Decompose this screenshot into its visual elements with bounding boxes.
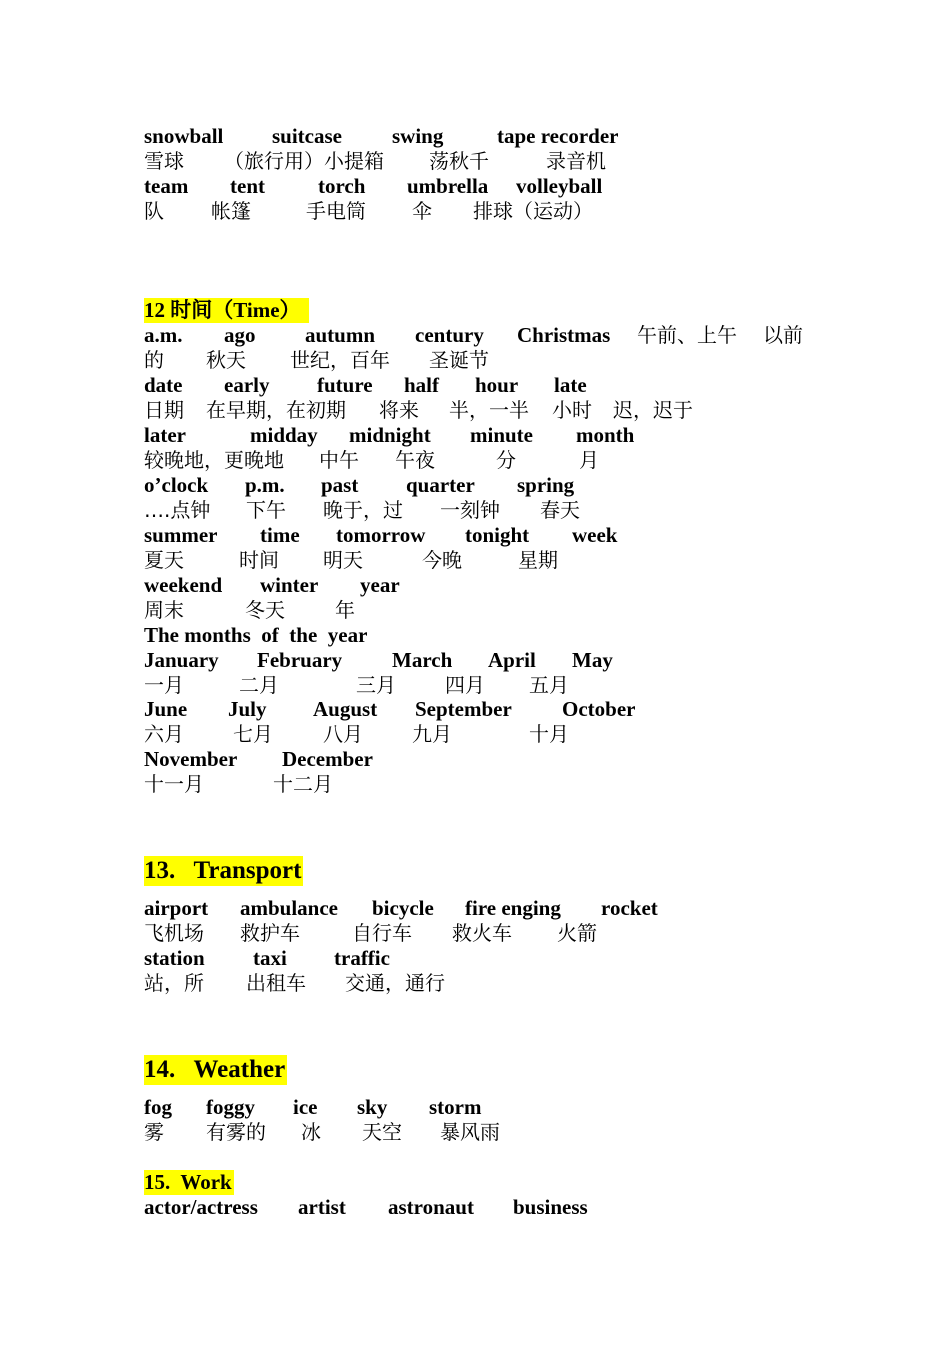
vocab-word: sky xyxy=(357,1095,388,1119)
vocab-meaning: 暴风雨 xyxy=(440,1120,500,1144)
vocab-word: half xyxy=(404,373,440,397)
vocab-word: swing xyxy=(392,124,444,148)
vocab-meaning: ….点钟 xyxy=(144,498,211,522)
vocab-word: business xyxy=(513,1195,588,1219)
vocab-meaning: 三月 xyxy=(356,673,396,697)
vocab-meaning: 飞机场 xyxy=(144,921,204,945)
vocab-word: June xyxy=(144,697,188,721)
vocab-meaning: 时间 xyxy=(239,548,279,572)
vocab-meaning: 夏天 xyxy=(144,548,184,572)
vocab-word: ambulance xyxy=(240,896,339,920)
vocab-word: Christmas xyxy=(517,323,611,347)
vocab-word: April xyxy=(488,648,536,672)
vocab-meaning: 救火车 xyxy=(452,921,512,945)
vocab-word: actor/actress xyxy=(144,1195,258,1219)
vocab-row-english xyxy=(144,174,603,199)
vocab-word: date xyxy=(144,373,183,397)
vocab-word: minute xyxy=(470,423,533,447)
vocab-row-english xyxy=(144,1095,482,1120)
vocab-word: snowball xyxy=(144,124,224,148)
vocab-word: station xyxy=(144,946,205,970)
section-heading-weather: 14. Weather xyxy=(144,1056,286,1083)
vocab-meaning: 交通，通行 xyxy=(345,971,445,995)
vocab-meaning: 以前 xyxy=(763,323,803,347)
vocab-row-english xyxy=(144,1195,588,1220)
vocab-meaning: 日期 xyxy=(144,398,184,422)
vocab-meaning: 圣诞节 xyxy=(429,348,489,372)
vocab-word: summer xyxy=(144,523,218,547)
vocab-row-chinese xyxy=(144,921,597,946)
vocab-meaning: 冬天 xyxy=(245,598,285,622)
vocab-meaning: 冰 xyxy=(301,1120,321,1144)
vocab-row-chinese xyxy=(144,398,693,423)
vocab-word: September xyxy=(415,697,512,721)
vocab-meaning: 小时 xyxy=(552,398,592,422)
vocab-meaning: 九月 xyxy=(412,722,452,746)
vocab-meaning: 救护车 xyxy=(240,921,300,945)
vocab-meaning: 的 xyxy=(144,348,164,372)
section-heading-work: 15. Work xyxy=(144,1170,232,1194)
vocab-row-english xyxy=(144,373,587,398)
vocab-word: p.m. xyxy=(245,473,285,497)
vocab-word: month xyxy=(576,423,635,447)
vocab-row-chinese xyxy=(144,673,569,698)
vocab-word: winter xyxy=(260,573,319,597)
vocab-word: rocket xyxy=(601,896,658,920)
vocab-meaning: 一刻钟 xyxy=(440,498,500,522)
vocab-meaning: 星期 xyxy=(518,548,558,572)
vocab-meaning: 一月 xyxy=(144,673,184,697)
vocab-row-chinese xyxy=(144,199,593,224)
vocab-row-chinese xyxy=(144,149,606,174)
vocab-word: fire enging xyxy=(465,896,561,920)
vocab-word: March xyxy=(392,648,453,672)
vocab-meaning: 午前、上午 xyxy=(637,323,737,347)
vocab-word: volleyball xyxy=(516,174,603,198)
vocab-meaning: 月 xyxy=(579,448,599,472)
vocab-row-english xyxy=(144,124,619,149)
vocab-word: future xyxy=(317,373,373,397)
vocab-word: quarter xyxy=(406,473,475,497)
vocab-row-chinese xyxy=(144,1120,500,1145)
vocab-meaning: 在早期，在初期 xyxy=(206,398,346,422)
vocab-meaning: 午夜 xyxy=(395,448,435,472)
vocab-meaning: 录音机 xyxy=(546,149,606,173)
vocab-row-chinese xyxy=(144,598,355,623)
vocab-meaning: 十一月 xyxy=(144,772,204,796)
vocab-row-english xyxy=(144,946,390,971)
vocab-meaning: 晚于，过 xyxy=(323,498,403,522)
vocab-row-chinese xyxy=(144,772,333,797)
vocab-word: November xyxy=(144,747,238,771)
vocab-word: tent xyxy=(230,174,265,198)
vocab-word: traffic xyxy=(334,946,390,970)
vocab-row-english xyxy=(144,423,635,448)
vocab-meaning: 秋天 xyxy=(206,348,246,372)
vocab-word: spring xyxy=(517,473,575,497)
vocab-meaning: 排球（运动） xyxy=(473,199,593,223)
vocab-word: August xyxy=(313,697,378,721)
vocab-meaning: （旅行用）小提箱 xyxy=(224,149,384,173)
vocab-meaning: 下午 xyxy=(246,498,286,522)
vocab-row-chinese xyxy=(144,448,599,473)
vocab-word: team xyxy=(144,174,189,198)
vocab-meaning: 明天 xyxy=(323,548,363,572)
vocab-word: foggy xyxy=(206,1095,255,1119)
vocab-word: bicycle xyxy=(372,896,434,920)
vocab-meaning: 出租车 xyxy=(246,971,306,995)
vocab-word: century xyxy=(415,323,484,347)
vocab-word: year xyxy=(360,573,400,597)
vocab-meaning: 四月 xyxy=(445,673,485,697)
vocab-row-english xyxy=(144,523,618,548)
vocab-meaning: 十月 xyxy=(529,722,569,746)
vocab-meaning: 手电筒 xyxy=(306,199,366,223)
vocab-row-english xyxy=(144,747,373,772)
vocab-word: late xyxy=(554,373,587,397)
vocab-meaning: 春天 xyxy=(540,498,580,522)
vocab-meaning: 自行车 xyxy=(352,921,412,945)
vocab-meaning: 今晚 xyxy=(422,548,462,572)
vocab-meaning: 周末 xyxy=(144,598,184,622)
vocab-meaning: 荡秋千 xyxy=(429,149,489,173)
vocab-meaning: 世纪，百年 xyxy=(290,348,390,372)
vocab-word: later xyxy=(144,423,186,447)
vocab-row-english xyxy=(144,648,613,673)
vocab-word: ago xyxy=(224,323,256,347)
vocab-word: suitcase xyxy=(272,124,342,148)
vocab-row-english xyxy=(144,473,575,498)
vocab-word: weekend xyxy=(144,573,223,597)
section-heading-transport: 13. Transport xyxy=(144,857,302,884)
vocab-meaning: 雾 xyxy=(144,1120,164,1144)
vocab-meaning: 六月 xyxy=(144,722,184,746)
vocab-meaning: 帐篷 xyxy=(211,199,251,223)
vocab-word: hour xyxy=(475,373,519,397)
vocab-meaning: 队 xyxy=(144,199,164,223)
vocab-word: fog xyxy=(144,1095,172,1119)
vocab-meaning: 八月 xyxy=(323,722,363,746)
vocab-meaning: 伞 xyxy=(412,199,432,223)
vocab-word: ice xyxy=(293,1095,318,1119)
vocab-meaning: 站，所 xyxy=(144,971,204,995)
subheading-text: The months of the year xyxy=(144,623,368,647)
vocab-row-chinese xyxy=(144,498,580,523)
vocab-word: tape recorder xyxy=(497,124,619,148)
vocab-row-english xyxy=(144,323,803,348)
vocab-row-chinese xyxy=(144,548,558,573)
vocab-meaning: 十二月 xyxy=(273,772,333,796)
vocab-word: July xyxy=(228,697,267,721)
vocab-meaning: 二月 xyxy=(239,673,279,697)
vocab-row-chinese xyxy=(144,348,489,373)
vocab-meaning: 较晚地，更晚地 xyxy=(144,448,284,472)
vocab-word: storm xyxy=(429,1095,482,1119)
vocab-row-chinese xyxy=(144,971,445,996)
vocab-word: torch xyxy=(318,174,366,198)
vocab-word: autumn xyxy=(305,323,376,347)
vocab-word: tonight xyxy=(465,523,530,547)
vocab-word: February xyxy=(257,648,343,672)
section-heading-time: 12 时间（Time） xyxy=(144,298,309,323)
vocab-meaning: 五月 xyxy=(529,673,569,697)
vocab-word: early xyxy=(224,373,270,397)
vocab-word: umbrella xyxy=(407,174,489,198)
vocab-word: o’clock xyxy=(144,473,209,497)
vocab-word: tomorrow xyxy=(336,523,426,547)
vocab-word: midday xyxy=(250,423,318,447)
vocab-meaning: 半，一半 xyxy=(449,398,529,422)
vocab-word: midnight xyxy=(349,423,431,447)
vocab-word: October xyxy=(562,697,636,721)
vocab-meaning: 年 xyxy=(335,598,355,622)
vocab-meaning: 分 xyxy=(496,448,516,472)
vocab-row-english xyxy=(144,697,636,722)
vocab-row-english xyxy=(144,896,658,921)
vocab-meaning: 将来 xyxy=(379,398,419,422)
vocab-meaning: 有雾的 xyxy=(206,1120,266,1144)
vocab-word: past xyxy=(321,473,359,497)
vocab-word: a.m. xyxy=(144,323,183,347)
vocab-word: artist xyxy=(298,1195,346,1219)
vocab-row-english xyxy=(144,573,400,598)
vocab-meaning: 雪球 xyxy=(144,149,184,173)
vocab-meaning: 中午 xyxy=(319,448,359,472)
vocab-meaning: 火箭 xyxy=(557,921,597,945)
vocab-word: January xyxy=(144,648,219,672)
months-subheading xyxy=(144,623,368,648)
vocab-word: May xyxy=(572,648,613,672)
vocab-word: airport xyxy=(144,896,209,920)
vocab-word: astronaut xyxy=(388,1195,474,1219)
vocab-word: taxi xyxy=(253,946,287,970)
vocab-meaning: 七月 xyxy=(233,722,273,746)
vocab-word: week xyxy=(572,523,618,547)
vocab-meaning: 天空 xyxy=(362,1120,402,1144)
vocab-meaning: 迟，迟于 xyxy=(613,398,693,422)
vocab-row-chinese xyxy=(144,722,569,747)
vocab-word: December xyxy=(282,747,373,771)
vocab-word: time xyxy=(260,523,300,547)
